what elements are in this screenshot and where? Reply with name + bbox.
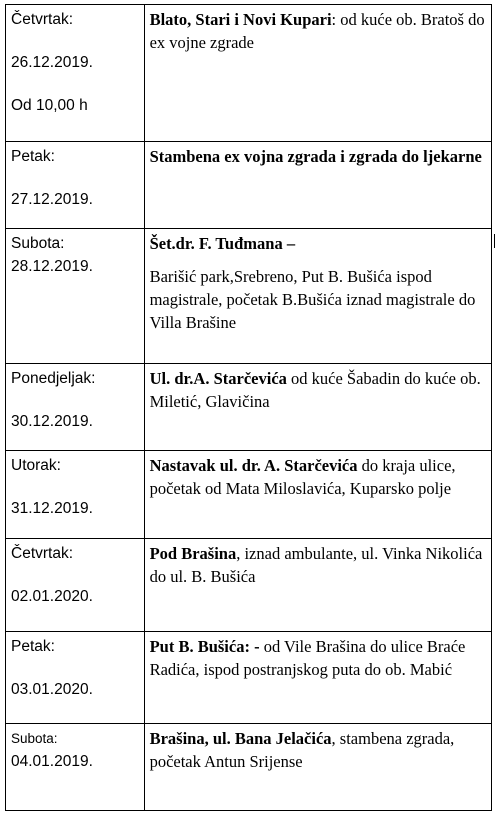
spacer <box>11 477 139 497</box>
date-label: 27.12.2019. <box>11 191 93 208</box>
table-row <box>6 451 492 539</box>
location-cell <box>144 5 491 142</box>
location-cell <box>144 451 491 539</box>
day-label: Subota: <box>11 731 58 746</box>
table-row <box>6 142 492 229</box>
spacer <box>11 31 139 51</box>
location-cell <box>144 142 491 229</box>
day-label: Petak: <box>11 638 55 655</box>
day-cell <box>6 142 145 229</box>
spacer <box>11 658 139 678</box>
day-cell <box>6 451 145 539</box>
schedule-table <box>5 4 492 811</box>
day-label: Ponedjeljak: <box>11 370 96 387</box>
date-label: 26.12.2019. <box>11 54 93 71</box>
location-cell <box>144 229 491 364</box>
location-bold: Put B. Bušića: - <box>149 637 260 656</box>
day-label: Subota: <box>11 235 65 252</box>
day-label: Petak: <box>11 148 55 165</box>
day-label: Četvrtak: <box>11 11 74 28</box>
day-cell <box>6 724 145 811</box>
date-label: 02.01.2020. <box>11 588 93 605</box>
day-label: Četvrtak: <box>11 545 74 562</box>
location-cell <box>144 724 491 811</box>
location-bold: Stambena ex vojna zgrada i zgrada do ljekarne <box>149 147 482 166</box>
location-cell <box>144 364 491 451</box>
spacer <box>11 74 139 94</box>
text-cursor-mark <box>494 234 495 248</box>
date-label: 30.12.2019. <box>11 413 93 430</box>
location-text: od kuće Šabadin do kuće ob. Miletić, Glavičina <box>149 369 481 411</box>
date-label: 28.12.2019. <box>11 258 93 275</box>
spacer <box>11 168 139 188</box>
day-cell <box>6 632 145 724</box>
table-row <box>6 724 492 811</box>
location-bold: Blato, Stari i Novi Kupari <box>149 10 332 29</box>
location-bold: Ul. dr.A. Starčevića <box>149 369 287 388</box>
table-row <box>6 5 492 142</box>
date-label: 04.01.2019. <box>11 753 93 770</box>
location-text: , iznad ambulante, ul. Vinka Nikolića do ul. B. Bušića <box>149 544 483 586</box>
time-label: Od 10,00 h <box>11 97 88 114</box>
location-text: Barišić park,Srebreno, Put B. Bušića ispod magistrale, početak B.Bušića iznad magistrale do Villa Brašine <box>149 267 476 332</box>
location-cell <box>144 632 491 724</box>
day-cell <box>6 5 145 142</box>
location-text: do kraja ulice, početak od Mata Miloslavića, Kuparsko polje <box>149 456 456 498</box>
location-bold: Šet.dr. F. Tuđmana <box>149 234 283 253</box>
day-cell <box>6 364 145 451</box>
date-label: 03.01.2020. <box>11 681 93 698</box>
location-cell <box>144 539 491 632</box>
day-cell <box>6 539 145 632</box>
table-row <box>6 229 492 364</box>
location-text: , stambena zgrada, početak Antun Srijense <box>149 729 455 771</box>
location-bold: Brašina, ul. Bana Jelačića <box>149 729 332 748</box>
date-label: 31.12.2019. <box>11 500 93 517</box>
spacer <box>11 390 139 410</box>
location-bold: Pod Brašina <box>149 544 237 563</box>
day-cell <box>6 229 145 364</box>
location-text: : od kuće ob. Bratoš do ex vojne zgrade <box>149 10 485 52</box>
table-row <box>6 632 492 724</box>
location-bold-tail: – <box>282 234 296 253</box>
location-text: od Vile Brašina do ulice Braće Radića, ispod postranjskog puta do ob. Mabić <box>149 637 466 679</box>
spacer <box>150 255 486 265</box>
table-row <box>6 364 492 451</box>
day-label: Utorak: <box>11 457 61 474</box>
spacer <box>11 565 139 585</box>
table-row <box>6 539 492 632</box>
location-bold: Nastavak ul. dr. A. Starčevića <box>149 456 358 475</box>
